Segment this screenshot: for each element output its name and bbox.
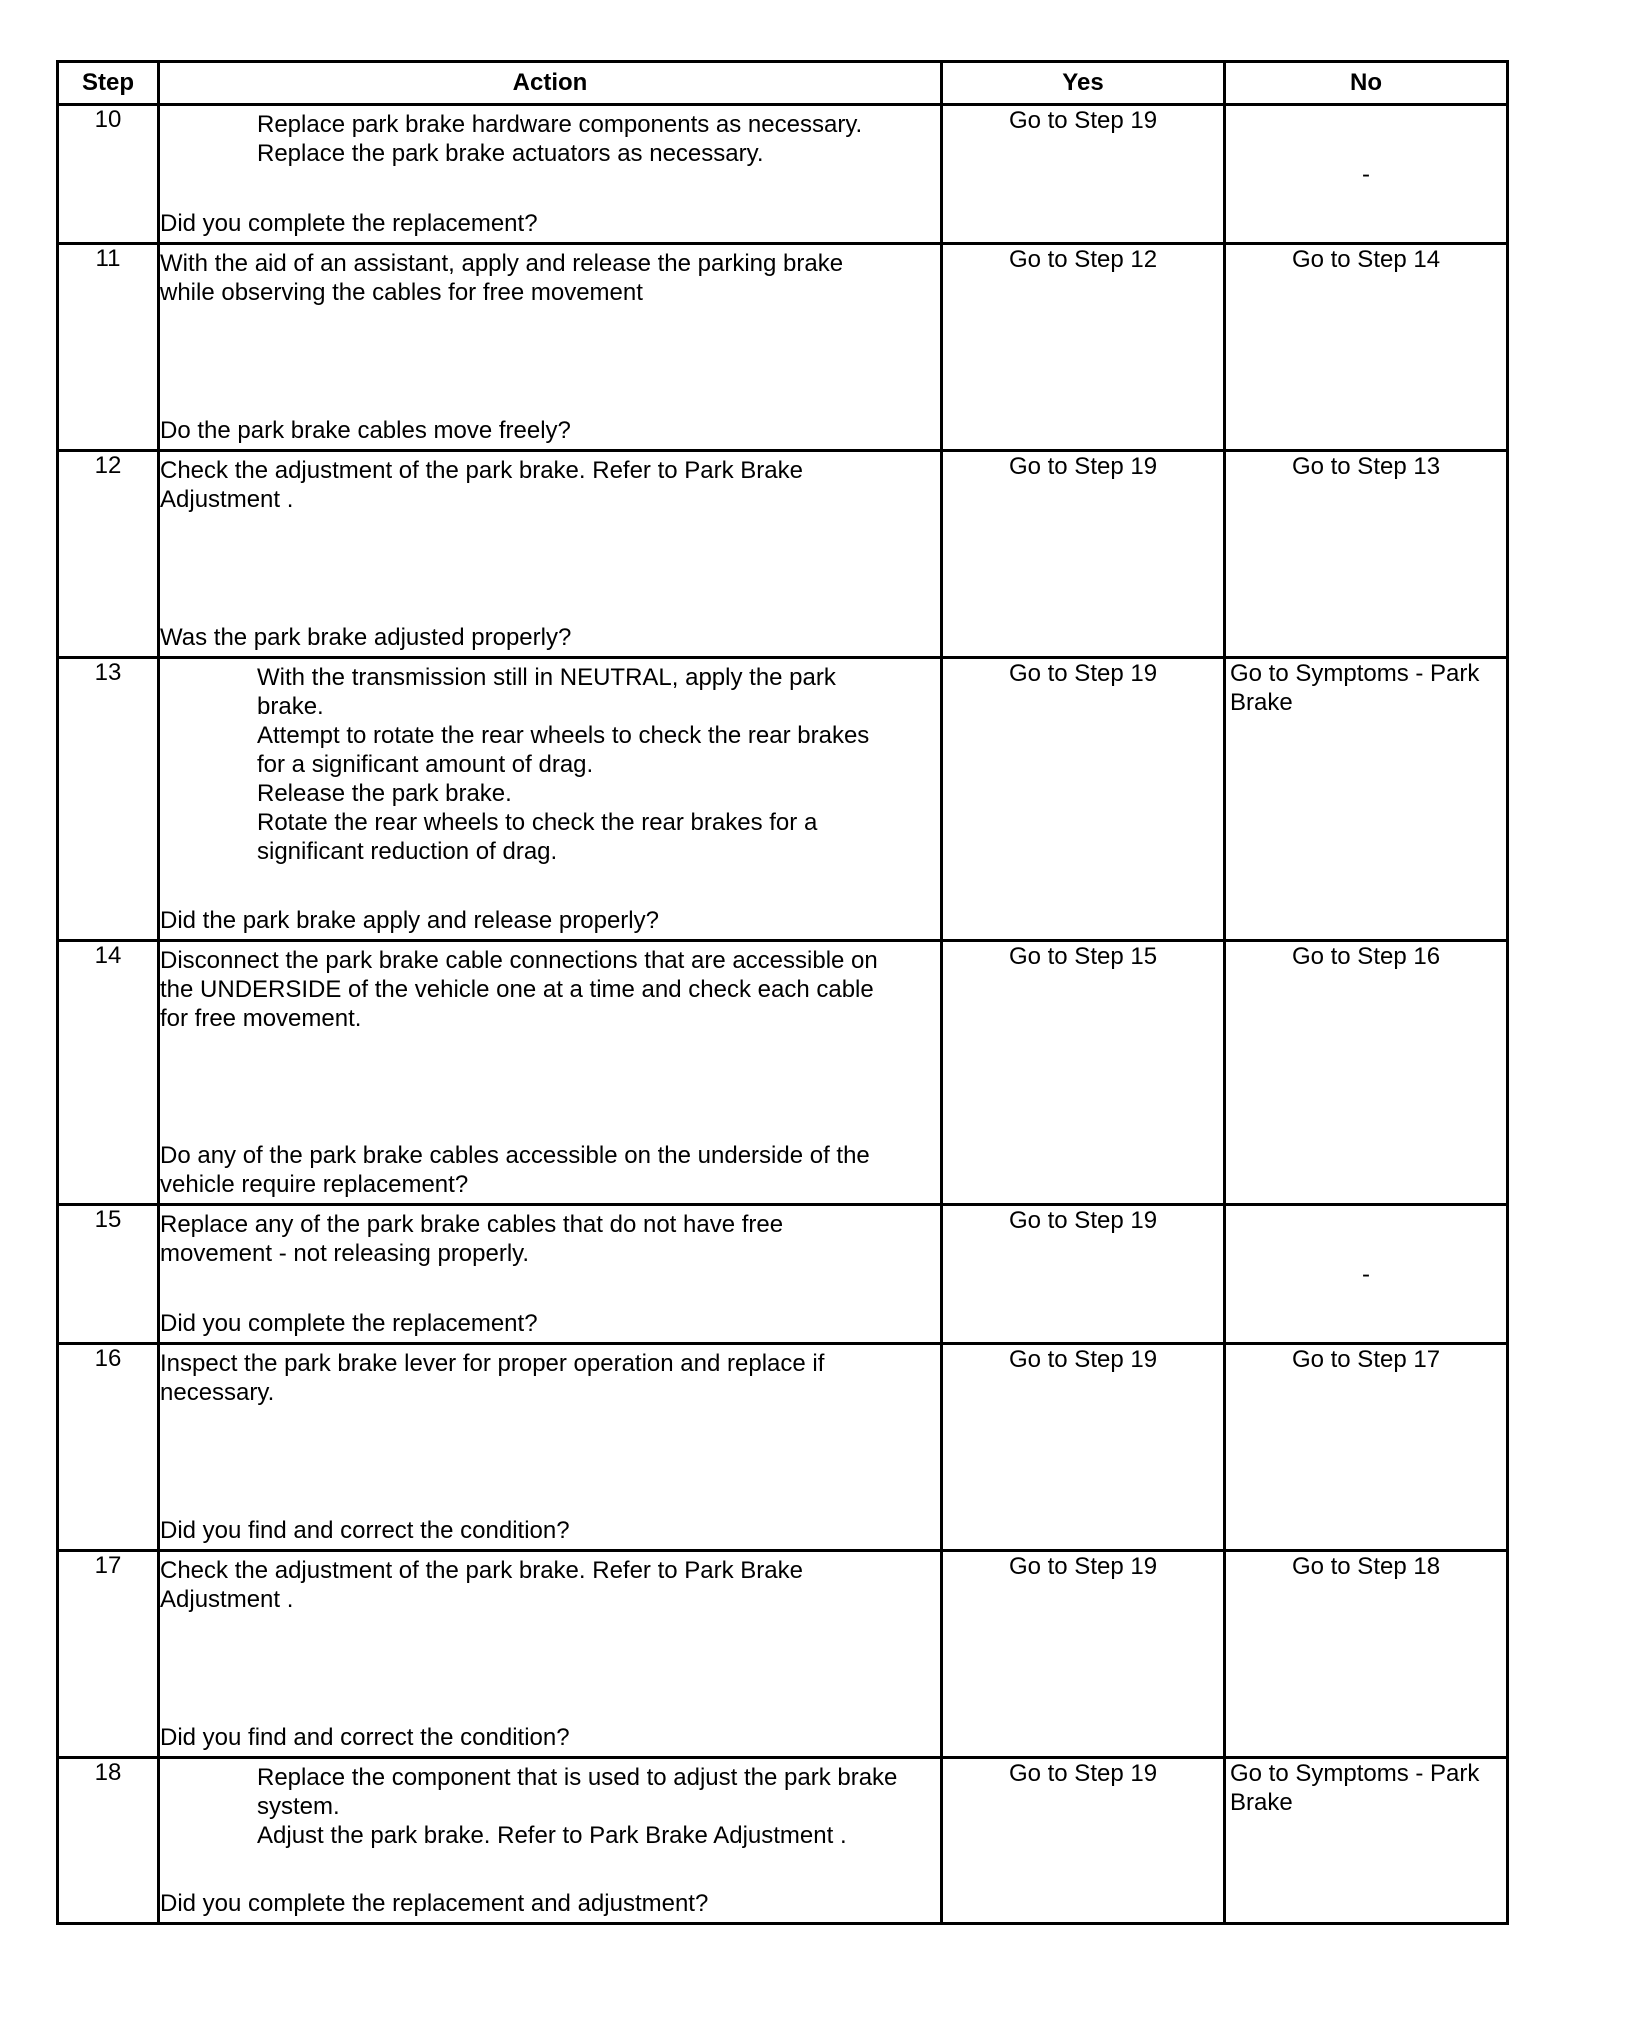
instruction-line: for a significant amount of drag. [257,751,594,778]
action-instructions [160,663,940,866]
action-instructions [160,1349,940,1407]
instruction-line: Adjust the park brake. Refer to Park Brake Adjustment . [257,1822,847,1849]
instruction-line: Replace park brake hardware components as necessary. [257,111,863,138]
header-yes: Yes [942,62,1225,105]
table-row [58,451,1508,658]
action-question: Did you complete the replacement? [160,210,538,237]
instruction-line: significant reduction of drag. [257,838,558,865]
instruction-line: Check the adjustment of the park brake. Refer to Park Brake [160,1557,803,1584]
no-cell: Go to Step 18 [1225,1551,1508,1758]
action-question: Was the park brake adjusted properly? [160,624,572,651]
action-question: Do the park brake cables move freely? [160,417,571,444]
instruction-line: Replace the component that is used to adjust the park brake [257,1764,898,1791]
action-cell [159,658,942,941]
table-row [58,1344,1508,1551]
table-row [58,658,1508,941]
yes-cell: Go to Step 19 [942,451,1225,658]
yes-cell: Go to Step 12 [942,244,1225,451]
instruction-line: Replace any of the park brake cables that do not have free [160,1211,784,1238]
table-row [58,941,1508,1205]
header-action: Action [159,62,942,105]
instruction-line: Inspect the park brake lever for proper operation and replace if [160,1350,825,1377]
no-line: Brake [1230,1789,1293,1816]
step-number: 16 [58,1344,159,1551]
no-cell: Go to Step 16 [1225,941,1508,1205]
instruction-line: Adjustment . [160,486,294,513]
instruction-line: With the aid of an assistant, apply and release the parking brake [160,250,844,277]
instruction-line: Adjustment . [160,1586,294,1613]
no-line: Brake [1230,689,1293,716]
table-row [58,1205,1508,1344]
action-question [160,1141,940,1199]
step-number: 17 [58,1551,159,1758]
instruction-line: movement - not releasing properly. [160,1240,530,1267]
no-cell: Go to Step 14 [1225,244,1508,451]
diagnostic-table [56,60,1509,1925]
no-line: Go to Symptoms - Park [1230,660,1480,687]
step-number: 10 [58,105,159,244]
action-instructions [160,1210,940,1268]
table-row [58,105,1508,244]
no-cell: - [1225,105,1508,244]
action-cell [159,244,942,451]
yes-cell: Go to Step 19 [942,1758,1225,1924]
step-number: 13 [58,658,159,941]
no-line: Go to Symptoms - Park [1230,1760,1480,1787]
no-cell: Go to Step 13 [1225,451,1508,658]
action-question: Did you complete the replacement? [160,1310,538,1337]
instruction-line: necessary. [160,1379,275,1406]
action-cell [159,1344,942,1551]
no-cell: Go to Step 17 [1225,1344,1508,1551]
instruction-line: Check the adjustment of the park brake. Refer to Park Brake [160,457,803,484]
instruction-line: while observing the cables for free movement [160,279,643,306]
no-cell [1225,1758,1508,1924]
step-number: 15 [58,1205,159,1344]
action-cell [159,1551,942,1758]
action-cell [159,1758,942,1924]
table-row [58,244,1508,451]
action-cell [159,105,942,244]
instruction-line: the UNDERSIDE of the vehicle one at a time and check each cable [160,976,874,1003]
yes-cell: Go to Step 15 [942,941,1225,1205]
instruction-line: brake. [257,693,324,720]
question-line: vehicle require replacement? [160,1171,469,1198]
yes-cell: Go to Step 19 [942,658,1225,941]
yes-cell: Go to Step 19 [942,1344,1225,1551]
action-instructions [160,110,940,168]
table-row [58,1758,1508,1924]
yes-cell: Go to Step 19 [942,105,1225,244]
header-step: Step [58,62,159,105]
yes-cell: Go to Step 19 [942,1551,1225,1758]
action-question: Did the park brake apply and release properly? [160,907,659,934]
action-question: Did you complete the replacement and adjustment? [160,1890,709,1917]
instruction-line: Release the park brake. [257,780,512,807]
action-cell [159,941,942,1205]
header-no: No [1225,62,1508,105]
step-number: 14 [58,941,159,1205]
step-number: 11 [58,244,159,451]
action-cell [159,1205,942,1344]
instruction-line: With the transmission still in NEUTRAL, apply the park [257,664,836,691]
instruction-line: Replace the park brake actuators as necessary. [257,140,764,167]
instruction-line: Disconnect the park brake cable connections that are accessible on [160,947,878,974]
no-cell: - [1225,1205,1508,1344]
action-question: Did you find and correct the condition? [160,1724,570,1751]
step-number: 12 [58,451,159,658]
yes-cell: Go to Step 19 [942,1205,1225,1344]
no-cell [1225,658,1508,941]
action-instructions [160,1556,940,1614]
action-instructions [160,1763,940,1850]
instruction-line: Rotate the rear wheels to check the rear brakes for a [257,809,818,836]
table-row [58,1551,1508,1758]
instruction-line: for free movement. [160,1005,362,1032]
question-line: Do any of the park brake cables accessible on the underside of the [160,1142,870,1169]
action-cell [159,451,942,658]
header-row [58,62,1508,105]
instruction-line: system. [257,1793,340,1820]
action-instructions [160,946,940,1033]
action-question: Did you find and correct the condition? [160,1517,570,1544]
action-instructions [160,456,940,514]
action-instructions [160,249,940,307]
step-number: 18 [58,1758,159,1924]
instruction-line: Attempt to rotate the rear wheels to check the rear brakes [257,722,870,749]
